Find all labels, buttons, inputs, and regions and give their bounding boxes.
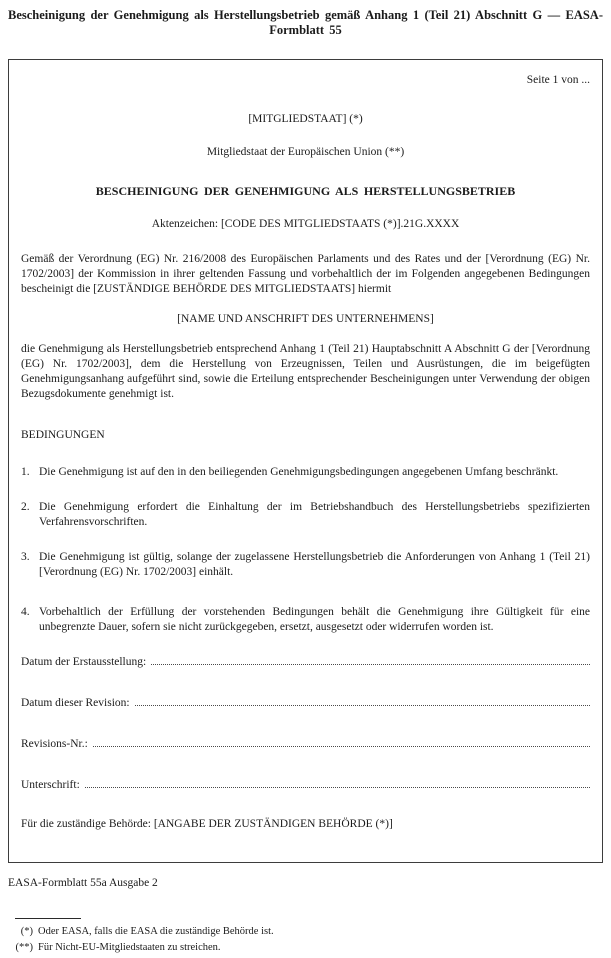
- footnote-text: Oder EASA, falls die EASA die zuständige Behörde ist.: [38, 926, 274, 937]
- footnote-marker: (*): [20, 926, 33, 937]
- dotted-fill-in-line: [151, 653, 590, 665]
- condition-item-2: [21, 500, 590, 530]
- document-title-line-2: Formblatt 55: [269, 23, 342, 37]
- condition-text: Die Genehmigung ist gültig, solange der zugelassene Herstellungsbetrieb die Anforderungen von Anhang 1 (Teil 21) [Verordnung (EG) Nr. 1702/2003] einhält.: [39, 551, 590, 578]
- condition-text: Die Genehmigung ist auf den in den beiliegenden Genehmigungsbedingungen angegebenen Umfang beschränkt.: [39, 466, 559, 478]
- page-indicator: Seite 1 von ...: [526, 74, 590, 86]
- footnote-text: Für Nicht-EU-Mitgliedstaaten zu streichen.: [38, 941, 221, 953]
- dotted-fill-in-line: [93, 735, 590, 747]
- condition-number: 2.: [21, 501, 30, 513]
- condition-item-4: [21, 605, 590, 635]
- condition-number: 4.: [21, 606, 30, 618]
- form-identifier: EASA-Formblatt 55a Ausgabe 2: [8, 877, 158, 889]
- member-state-placeholder: [MITGLIEDSTAAT] (*): [248, 113, 363, 125]
- approval-paragraph: die Genehmigung als Herstellungsbetrieb entsprechend Anhang 1 (Teil 21) Hauptabschnitt A Abschnitt G der [Verordnung (EG) Nr. 1702/2003], dem die Herstellung von Erzeugnissen, Teilen und Ausrüstungen, die im beigefügten Genehmigungsanhang aufgeführt sind, sowie die Erteilung entsprechender Bescheinigungen unter Verwendung der obigen Bezugsdokumente genehmigt ist.: [21, 343, 590, 400]
- footnotes: [8, 924, 603, 955]
- field-date-of-this-revision: [21, 694, 590, 711]
- field-label: Datum der Erstausstellung:: [21, 656, 147, 668]
- condition-text: Vorbehaltlich der Erfüllung der vorstehenden Bedingungen behält die Genehmigung ihre Gültigkeit für eine unbegrenzte Dauer, sofern sie nicht zurückgegeben, ersetzt, ausgesetzt oder widerrufen worden ist.: [39, 606, 590, 633]
- certificate-box: [8, 59, 603, 863]
- field-label: Revisions-Nr.:: [21, 738, 88, 750]
- condition-number: 3.: [21, 551, 30, 563]
- condition-number: 1.: [21, 466, 30, 478]
- conditions-heading: BEDINGUNGEN: [21, 429, 105, 441]
- competent-authority-line: Für die zuständige Behörde: [ANGABE DER ZUSTÄNDIGEN BEHÖRDE (*)]: [21, 818, 393, 830]
- footnote-marker: (**): [15, 941, 33, 953]
- reference-number-line: Aktenzeichen: [CODE DES MITGLIEDSTAATS (*)].21G.XXXX: [151, 218, 460, 230]
- certificate-heading: BESCHEINIGUNG DER GENEHMIGUNG ALS HERSTELLUNGSBETRIEB: [95, 184, 516, 198]
- field-date-of-first-issue: [21, 653, 590, 670]
- document-title: [8, 8, 603, 38]
- intro-paragraph: Gemäß der Verordnung (EG) Nr. 216/2008 des Europäischen Parlaments und des Rates und der [Verordnung (EG) Nr. 1702/2003] der Kommission in ihrer geltenden Fassung und vorbehaltlich der im Folgenden angegebenen Bedingungen bescheinigt die [ZUSTÄNDIGE BEHÖRDE DES MITGLIEDSTAATS] hiermit: [21, 253, 590, 295]
- union-member-line: Mitgliedstaat der Europäischen Union (**): [206, 146, 405, 158]
- footnote-2: [8, 940, 603, 956]
- dotted-fill-in-line: [85, 776, 590, 788]
- field-revision-number: [21, 735, 590, 752]
- company-placeholder: [NAME UND ANSCHRIFT DES UNTERNEHMENS]: [177, 313, 434, 325]
- field-label: Datum dieser Revision:: [21, 697, 130, 709]
- condition-text: Die Genehmigung erfordert die Einhaltung der im Betriebshandbuch des Herstellungsbetriebs spezifizierten Verfahrensvorschriften.: [39, 501, 590, 528]
- footnote-1: [8, 924, 603, 940]
- condition-item-1: [21, 465, 590, 480]
- document-title-line-1: Bescheinigung der Genehmigung als Herstellungsbetrieb gemäß Anhang 1 (Teil 21) Abschnitt G — EASA-: [8, 8, 603, 22]
- field-signature: [21, 776, 590, 793]
- dotted-fill-in-line: [135, 694, 590, 706]
- condition-item-3: [21, 550, 590, 580]
- field-label: Unterschrift:: [21, 779, 80, 791]
- footnote-separator-rule: [15, 918, 81, 919]
